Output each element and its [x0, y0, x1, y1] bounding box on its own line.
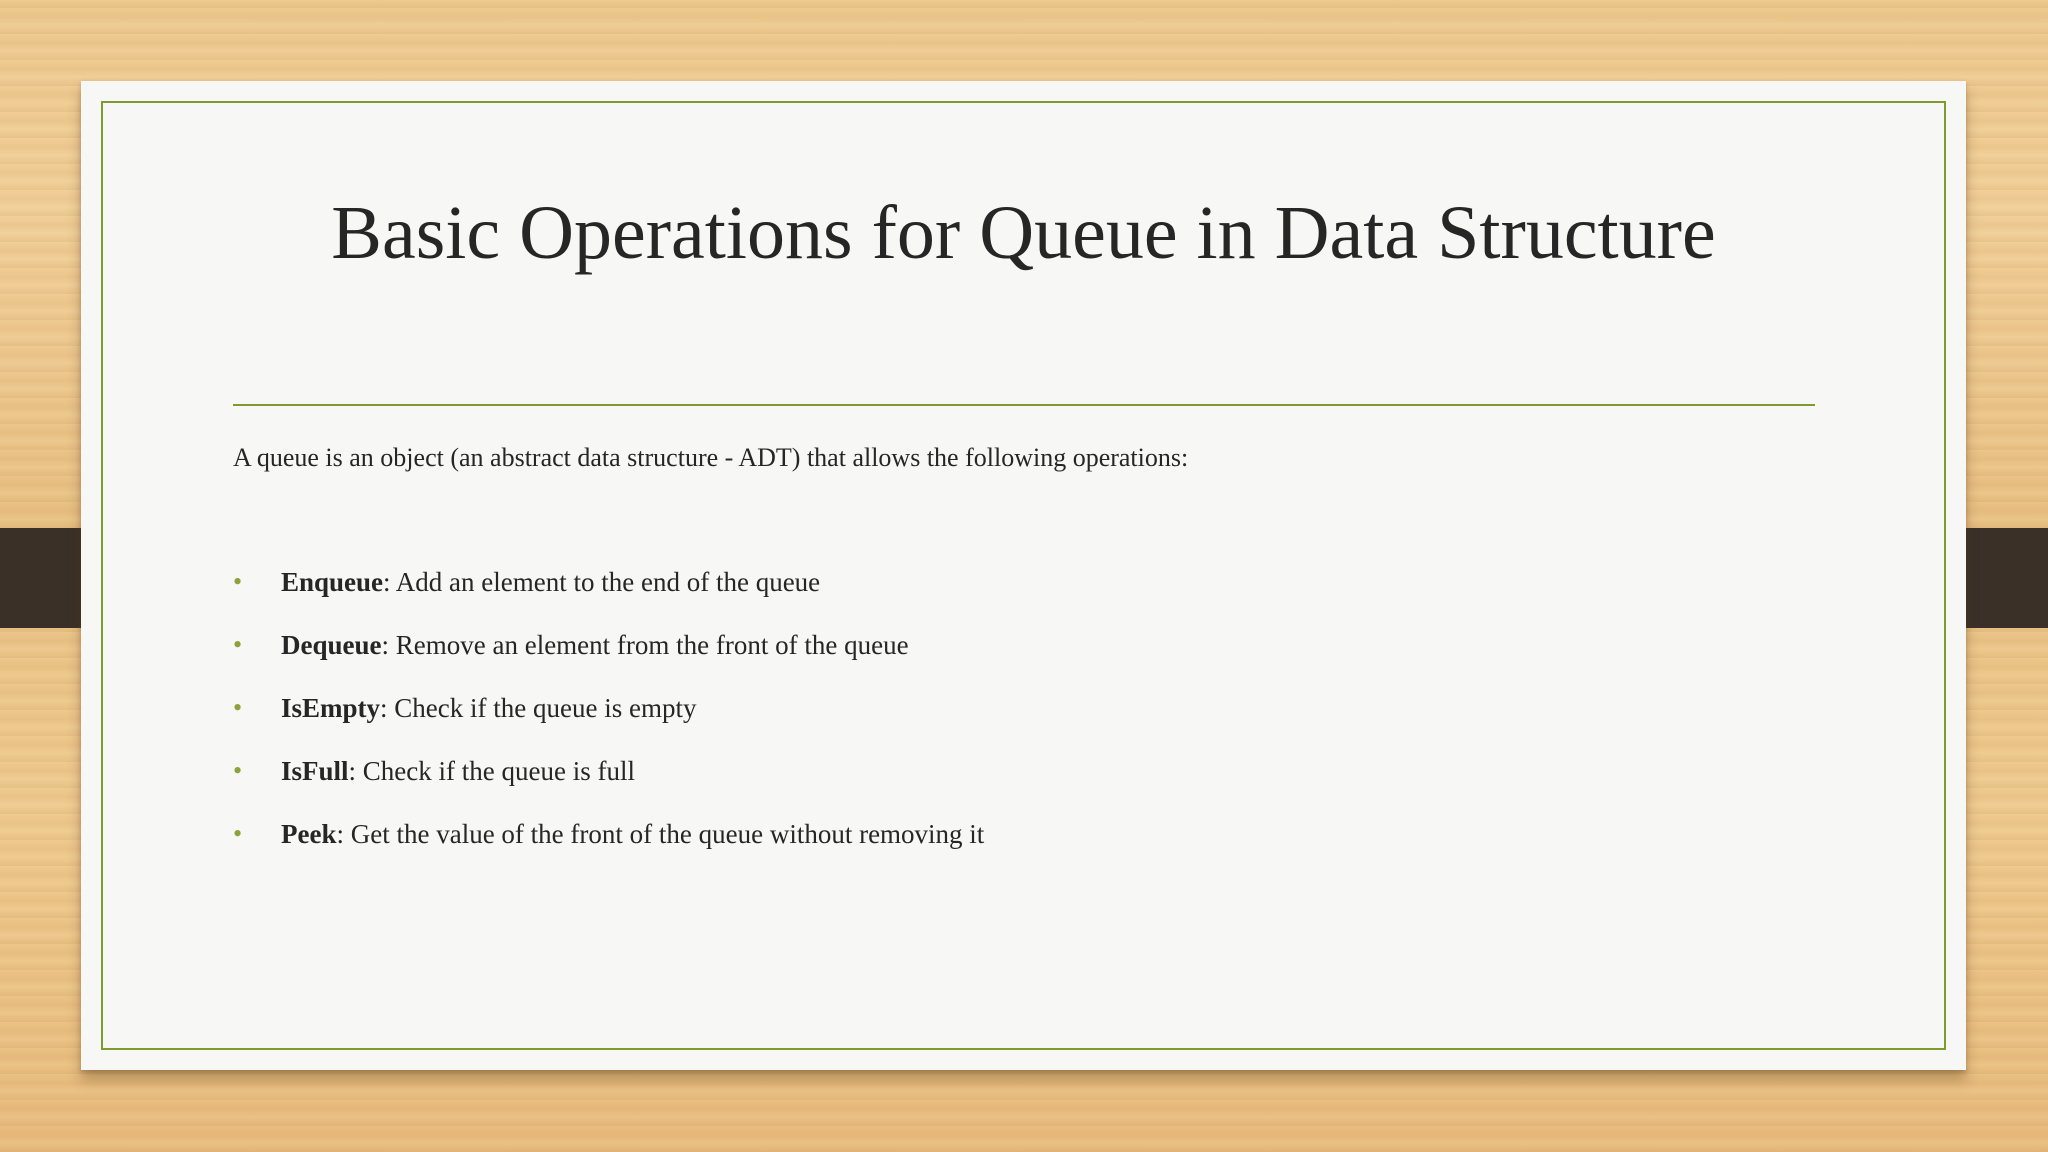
list-item-isempty	[233, 693, 984, 756]
operation-term: IsFull	[281, 756, 349, 786]
intro-text: A queue is an object (an abstract data structure - ADT) that allows the following operations:	[233, 443, 1189, 472]
slide-paper	[81, 81, 1966, 1070]
bullet-icon: •	[233, 693, 243, 722]
title-divider	[233, 404, 1815, 406]
list-item-enqueue	[233, 567, 984, 630]
operation-term: Enqueue	[281, 567, 384, 597]
operation-description: : Check if the queue is empty	[380, 693, 697, 723]
operation-description: : Check if the queue is full	[348, 756, 635, 786]
slide-title: Basic Operations for Queue in Data Structure	[331, 191, 1716, 275]
bullet-icon: •	[233, 567, 243, 596]
operation-description: : Remove an element from the front of the queue	[381, 630, 909, 660]
operations-list	[233, 567, 984, 882]
list-item-peek	[233, 819, 984, 882]
bullet-icon: •	[233, 630, 243, 659]
list-item-isfull	[233, 756, 984, 819]
operation-description: : Add an element to the end of the queue	[383, 567, 821, 597]
operation-description: : Get the value of the front of the queue without removing it	[336, 819, 985, 849]
bullet-icon: •	[233, 819, 243, 848]
operation-term: Peek	[281, 819, 337, 849]
list-item-dequeue	[233, 630, 984, 693]
bullet-icon: •	[233, 756, 243, 785]
operation-term: Dequeue	[281, 630, 382, 660]
operation-term: IsEmpty	[281, 693, 381, 723]
